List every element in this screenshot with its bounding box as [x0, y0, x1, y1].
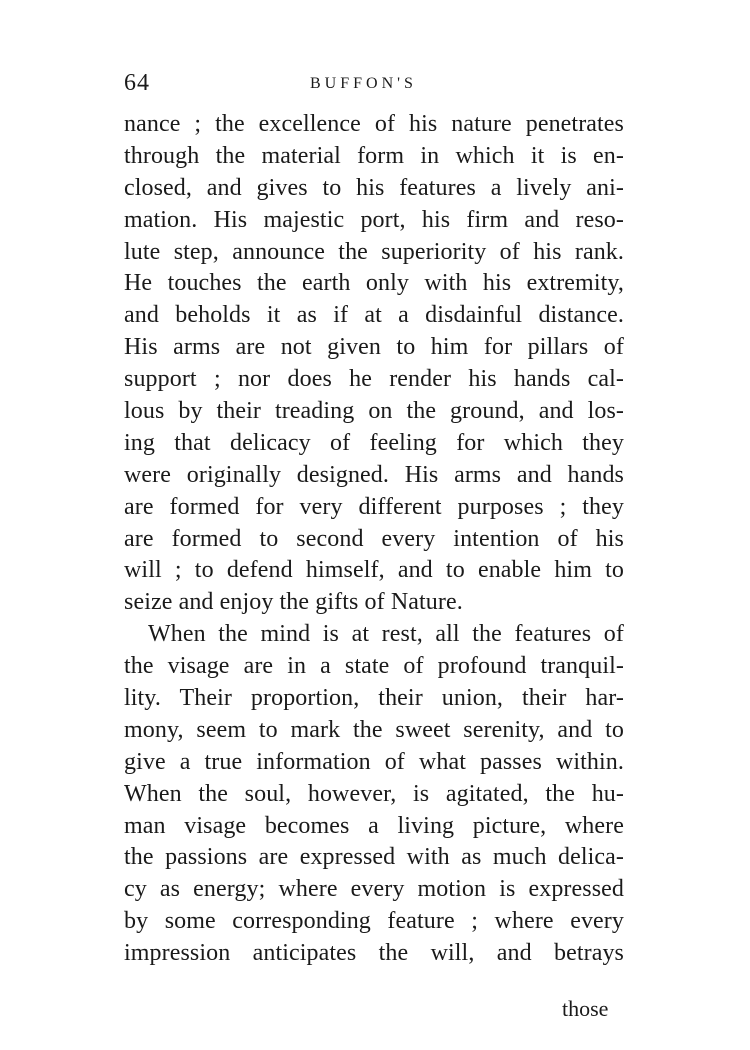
body-text — [124, 109, 624, 970]
text-line: impression anticipates the will, and betrays — [124, 940, 624, 967]
text-line: give a true information of what passes within. — [124, 748, 624, 775]
text-line: His arms are not given to him for pillars of — [124, 334, 624, 361]
text-line: support ; nor does he render his hands cal- — [124, 366, 624, 393]
text-line: were originally designed. His arms and hands — [124, 461, 624, 488]
text-line: by some corresponding feature ; where every — [124, 908, 624, 935]
running-head: BUFFON'S — [310, 75, 417, 92]
text-line: are formed to second every intention of his — [124, 525, 624, 552]
text-line: lity. Their proportion, their union, their har- — [124, 685, 624, 712]
text-line: are formed for very different purposes ; they — [124, 493, 624, 520]
text-line: When the soul, however, is agitated, the hu- — [124, 780, 624, 807]
paragraph-start-line: When the mind is at rest, all the features of — [148, 621, 624, 648]
text-line: lute step, announce the superiority of his rank. — [124, 238, 624, 265]
text-line: mony, seem to mark the sweet serenity, and to — [124, 716, 624, 743]
catchword: those — [562, 996, 609, 1021]
text-line: mation. His majestic port, his firm and reso- — [124, 206, 624, 233]
text-line: will ; to defend himself, and to enable him to — [124, 557, 624, 584]
text-line: lous by their treading on the ground, and los- — [124, 398, 624, 425]
text-line: closed, and gives to his features a lively ani- — [124, 174, 624, 201]
text-line: the visage are in a state of profound tranquil- — [124, 653, 624, 680]
text-line: nance ; the excellence of his nature penetrates — [124, 111, 624, 137]
text-line: ing that delicacy of feeling for which they — [124, 429, 624, 456]
text-line: He touches the earth only with his extremity, — [124, 270, 624, 297]
page-number: 64 — [124, 70, 150, 96]
paragraph-end-line: seize and enjoy the gifts of Nature. — [124, 589, 463, 616]
text-line: through the material form in which it is en- — [124, 142, 624, 169]
text-line: man visage becomes a living picture, where — [124, 812, 624, 839]
text-line: and beholds it as if at a disdainful distance. — [124, 302, 624, 329]
text-line: the passions are expressed with as much delica- — [124, 844, 624, 871]
text-line: cy as energy; where every motion is expressed — [124, 876, 624, 903]
